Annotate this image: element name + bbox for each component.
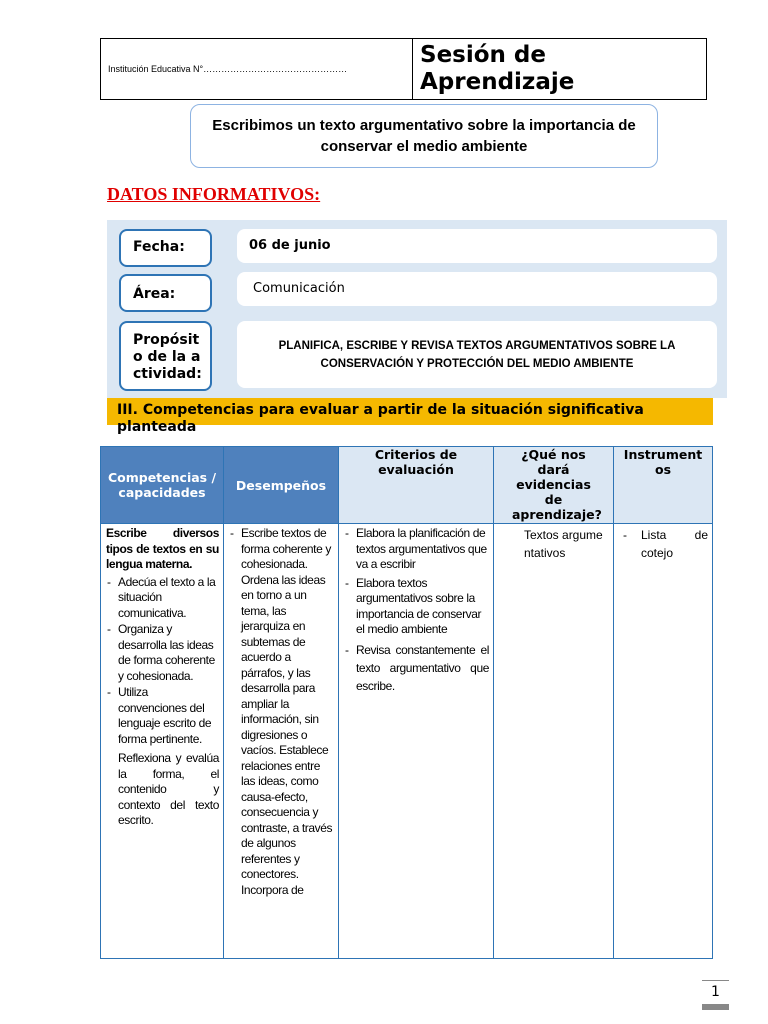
criterio-item: - Revisa constantemente el texto argumentativo que escribe.	[345, 642, 489, 693]
institucion-field: Institución Educativa N°…………………………………………	[101, 39, 413, 99]
criterio-item: - Elabora textos argumentativos sobre la importancia de conservar el medio ambiente	[345, 575, 482, 636]
header-instrumentos: Instrumentos	[614, 447, 713, 524]
proposito-text: PLANIFICA, ESCRIBE Y REVISA TEXTOS ARGUMENTATIVOS SOBRE LA CONSERVACIÓN Y PROTECCIÓN DEL MEDIO AMBIENTE	[278, 339, 676, 370]
header-evidencias: ¿Qué nos dará evidencias de aprendizaje?	[494, 447, 614, 524]
info-panel	[107, 220, 727, 398]
area-label: Área:	[119, 274, 212, 312]
capacidad-text: Utiliza convenciones del lenguaje escrito de forma pertinente.	[118, 685, 212, 746]
fecha-value: 06 de junio	[237, 229, 717, 263]
evidencia-text: Textos argumentativos	[524, 528, 603, 560]
page-number: 1	[702, 980, 729, 1010]
competencia-cell	[101, 524, 224, 959]
criterios-cell	[339, 524, 494, 959]
sesion-title: Sesión de Aprendizaje	[420, 42, 575, 95]
instrumento-item: - Lista de cotejo	[623, 528, 708, 560]
desempeno-item: - Escribe textos de forma coherente y cohesionada. Ordena las ideas en torno a un tema, las jerarquiza en subtemas de acuerdo a párrafos, y las desarrolla para ampliar la información, sin digresiones o vacíos. Establece relaciones entre las ideas, como causa-efecto, consecuencia y contraste, a través de algunos referentes y conectores. Incorpora de	[230, 526, 333, 897]
fecha-label: Fecha:	[119, 229, 212, 267]
proposito-label: Propósito de la actividad:	[119, 321, 212, 391]
capacidad-item: - Organiza y desarrolla las ideas de forma coherente y cohesionada.	[107, 622, 215, 683]
datos-heading: DATOS INFORMATIVOS:	[107, 184, 321, 204]
header-criterios: Criterios de evaluación	[339, 447, 494, 524]
session-header	[100, 38, 707, 100]
desempeno-cell	[224, 524, 339, 959]
capacidad-item: - Utiliza convenciones del lenguaje escrito de forma pertinente.	[107, 685, 212, 746]
competencia-title: Escribe diversos tipos de textos en su lengua materna.	[106, 526, 219, 571]
desempeno-text: Escribe textos de forma coherente y cohesionada. Ordena las ideas en torno a un tema, las jerarquiza en subtemas de acuerdo a párrafos, y las desarrolla para ampliar la información, sin digresiones o vacíos. Establece relaciones entre las ideas, como causa-efecto, consecuencia y contraste, a través de algunos referentes y conectores. Incorpora de	[241, 526, 333, 897]
competencias-table	[100, 446, 713, 959]
criterio-text: Elabora la planificación de textos argumentativos que va a escribir	[356, 526, 487, 571]
area-value: Comunicación	[237, 272, 717, 306]
evidencia-cell	[494, 524, 614, 959]
instrumento-text: Lista de cotejo	[641, 528, 708, 560]
competencias-heading: III. Competencias para evaluar a partir de la situación significativa planteada	[107, 398, 713, 425]
table-header-row	[101, 447, 713, 524]
capacidad-text: Organiza y desarrolla las ideas de forma coherente y cohesionada.	[118, 622, 215, 683]
criterio-item: - Elabora la planificación de textos argumentativos que va a escribir	[345, 526, 487, 571]
session-title-box	[190, 104, 658, 168]
table-row	[101, 524, 713, 959]
session-title: Escribimos un texto argumentativo sobre la importancia de conservar el medio ambiente	[212, 117, 636, 155]
capacidad-text: Adecúa el texto a la situación comunicativa.	[118, 574, 216, 620]
instrumento-cell	[614, 524, 713, 959]
criterio-text: Elabora textos argumentativos sobre la importancia de conservar el medio ambiente	[356, 575, 482, 636]
header-competencias: Competencias / capacidades	[101, 447, 224, 524]
header-desempenos: Desempeños	[224, 447, 339, 524]
capacidad-item: - Adecúa el texto a la situación comunicativa.	[107, 574, 216, 620]
proposito-value	[237, 321, 717, 388]
capacidad-reflexiona: Reflexiona y evalúa la forma, el contenido y contexto del texto escrito.	[118, 751, 219, 827]
criterio-text: Revisa constantemente el texto argumentativo que escribe.	[356, 642, 489, 693]
